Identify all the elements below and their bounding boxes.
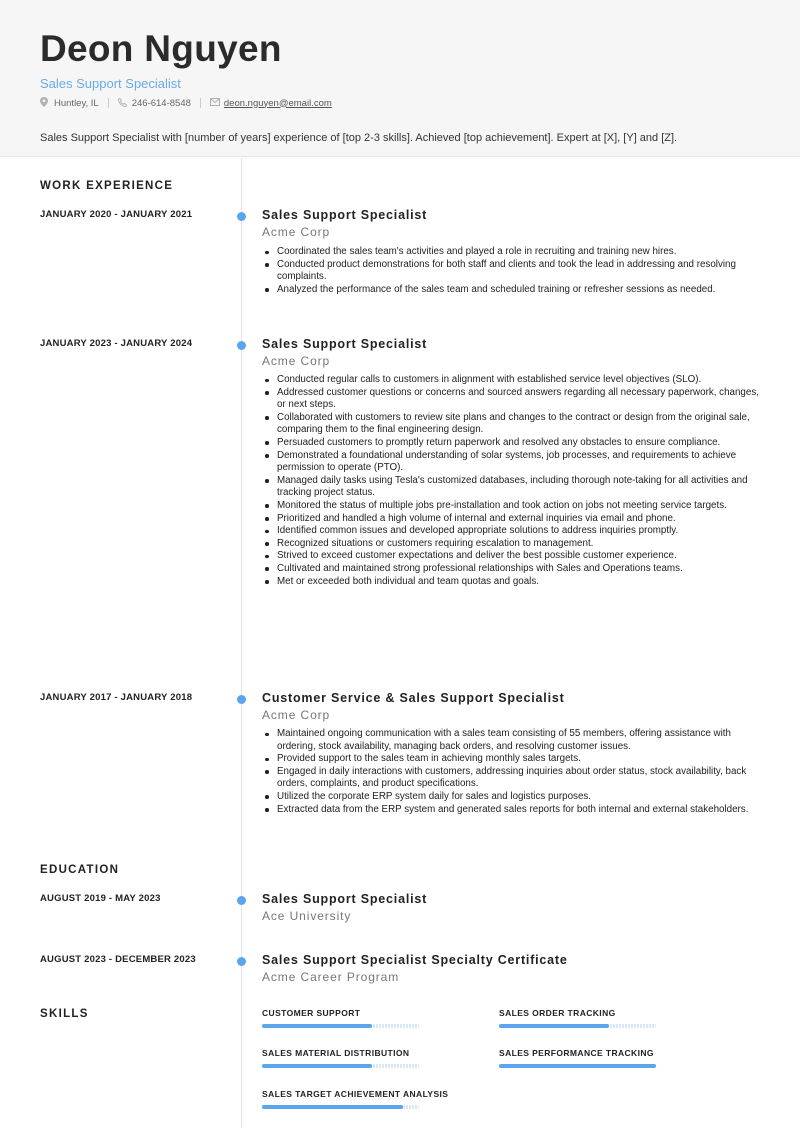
timeline-line (241, 158, 242, 1128)
bullet-item: Monitored the status of multiple jobs pre-installation and took action on jobs not meeting service targets. (262, 500, 762, 513)
entry-dates: JANUARY 2020 - JANUARY 2021 (40, 209, 193, 220)
skill-bar-fill (499, 1024, 609, 1028)
bullet-item: Managed daily tasks using Tesla's customized databases, including thorough note-taking for all activities and tracking project status. (262, 475, 762, 500)
bullet-item: Collaborated with customers to review site plans and changes to the contract or design from the original sale, comparing them to the final engineering design. (262, 412, 762, 437)
divider (200, 98, 201, 108)
contact-bar (40, 97, 332, 109)
entry-dates: JANUARY 2023 - JANUARY 2024 (40, 338, 193, 349)
profile-summary: Sales Support Specialist with [number of years] experience of [top 2-3 skills]. Achieved [top achievement]. Expert at [X], [Y] and [Z]. (40, 132, 678, 144)
entry-dates: AUGUST 2019 - MAY 2023 (40, 893, 161, 904)
bullet-item: Maintained ongoing communication with a sales team consisting of 55 members, offering assistance with ordering, stock availability, managing back orders, and resolving customer issues. (262, 728, 762, 753)
divider (108, 98, 109, 108)
bullet-item: Conducted regular calls to customers in alignment with established service level objectives (SLO). (262, 374, 762, 387)
job-title: Customer Service & Sales Support Specialist (262, 691, 565, 705)
skill-item (262, 1089, 449, 1109)
bullet-item: Utilized the corporate ERP system daily for sales and logistics purposes. (262, 791, 762, 804)
map-pin-icon (40, 97, 52, 109)
location-text: Huntley, IL (54, 97, 99, 109)
resume-header (0, 0, 800, 157)
bullet-item: Met or exceeded both individual and team quotas and goals. (262, 576, 762, 589)
bullet-item: Conducted product demonstrations for both staff and clients and took the lead in addressing and resolving complaints. (262, 259, 762, 284)
section-title-skills: SKILLS (40, 1008, 89, 1020)
company-name: Acme Corp (262, 225, 331, 239)
skill-item (499, 1048, 659, 1068)
envelope-icon (210, 98, 222, 108)
company-name: Acme Corp (262, 708, 331, 722)
bullet-item: Cultivated and maintained strong professional relationships with Sales and Operations teams. (262, 563, 762, 576)
skill-name: CUSTOMER SUPPORT (262, 1008, 361, 1018)
skill-name: SALES ORDER TRACKING (499, 1008, 616, 1018)
entry-dates: AUGUST 2023 - DECEMBER 2023 (40, 954, 196, 965)
bullet-list (262, 374, 762, 588)
bullet-item: Addressed customer questions or concerns and sourced answers regarding all necessary paperwork, changes, or next steps. (262, 387, 762, 412)
bullet-item: Coordinated the sales team's activities and played a role in recruiting and training new hires. (262, 246, 762, 259)
bullet-item: Prioritized and handled a high volume of internal and external inquiries via email and phone. (262, 513, 762, 526)
company-name: Acme Corp (262, 354, 331, 368)
timeline-dot (237, 212, 246, 221)
skill-bar (499, 1024, 656, 1028)
candidate-role: Sales Support Specialist (40, 76, 181, 91)
bullet-item: Persuaded customers to promptly return paperwork and resolved any obstacles to ensure compliance. (262, 437, 762, 450)
bullet-item: Identified common issues and developed appropriate solutions to address inquiries promptly. (262, 525, 762, 538)
skill-bar (262, 1064, 419, 1068)
skill-bar-fill (262, 1024, 372, 1028)
email-link[interactable]: deon.nguyen@email.com (223, 97, 332, 109)
job-title: Sales Support Specialist (262, 208, 428, 222)
contact-location (40, 97, 99, 109)
contact-email[interactable] (210, 98, 332, 109)
bullet-list (262, 728, 762, 816)
skill-item (262, 1048, 422, 1068)
skill-item (499, 1008, 659, 1028)
timeline-dot (237, 896, 246, 905)
skill-name: SALES PERFORMANCE TRACKING (499, 1048, 654, 1058)
skill-item (262, 1008, 422, 1028)
timeline-dot (237, 957, 246, 966)
timeline-dot (237, 341, 246, 350)
phone-icon (118, 98, 130, 109)
degree-title: Sales Support Specialist Specialty Certificate (262, 953, 568, 967)
bullet-item: Analyzed the performance of the sales team and scheduled training or refresher sessions as needed. (262, 284, 762, 297)
skill-bar-fill (499, 1064, 656, 1068)
bullet-item: Strived to exceed customer expectations and deliver the best possible customer experience. (262, 550, 762, 563)
bullet-item: Demonstrated a foundational understanding of solar systems, job processes, and requirements to achieve permission to operate (PTO). (262, 450, 762, 475)
job-title: Sales Support Specialist (262, 337, 428, 351)
school-name: Acme Career Program (262, 970, 400, 984)
skill-name: SALES TARGET ACHIEVEMENT ANALYSIS (262, 1089, 449, 1099)
skill-name: SALES MATERIAL DISTRIBUTION (262, 1048, 410, 1058)
bullet-item: Recognized situations or customers requiring escalation to management. (262, 538, 762, 551)
bullet-item: Extracted data from the ERP system and generated sales reports for both internal and external stakeholders. (262, 804, 762, 817)
phone-text: 246-614-8548 (131, 97, 191, 109)
section-title-education: EDUCATION (40, 864, 120, 876)
skill-bar-fill (262, 1105, 403, 1109)
timeline-dot (237, 695, 246, 704)
degree-title: Sales Support Specialist (262, 892, 428, 906)
skill-bar (499, 1064, 656, 1068)
skill-bar (262, 1024, 419, 1028)
skill-bar-fill (262, 1064, 372, 1068)
entry-dates: JANUARY 2017 - JANUARY 2018 (40, 692, 193, 703)
section-title-work: WORK EXPERIENCE (40, 180, 174, 192)
contact-phone (118, 98, 191, 109)
candidate-name: Deon Nguyen (40, 28, 282, 69)
bullet-item: Provided support to the sales team in achieving monthly sales targets. (262, 753, 762, 766)
bullet-list (262, 246, 762, 296)
bullet-item: Engaged in daily interactions with customers, addressing inquiries about order status, stock availability, back orders, complaints, and product specifications. (262, 766, 762, 791)
skill-bar (262, 1105, 419, 1109)
school-name: Ace University (262, 909, 352, 923)
